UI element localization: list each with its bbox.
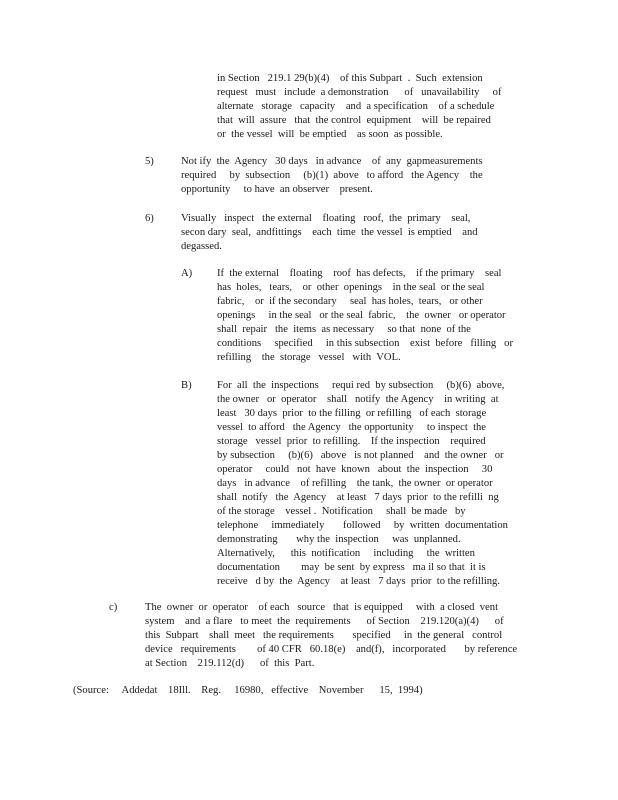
text-line: refilling the storage vessel with VOL. bbox=[217, 352, 401, 363]
source-note: (Source: Addedat 18Ill. Reg. 16980, effective November 15, 1994) bbox=[73, 685, 423, 696]
item-5-label: 5) bbox=[145, 156, 154, 167]
text-line: demonstrating why the inspection was unplanned. bbox=[217, 534, 461, 545]
text-line: Visually inspect the external floating roof, the primary seal, bbox=[181, 213, 471, 224]
text-line: telephone immediately followed by written documentation bbox=[217, 520, 508, 531]
text-line: The owner or operator of each source that is equipped with a closed vent bbox=[145, 602, 499, 613]
text-line: Alternatively, this notification including the written bbox=[217, 548, 475, 559]
text-line: shall repair the items as necessary so that none of the bbox=[217, 324, 471, 335]
text-line: openings in the seal or the seal fabric, the owner or operator bbox=[217, 310, 506, 321]
text-line: has holes, tears, or other openings in the seal or the seal bbox=[217, 282, 485, 293]
text-line: that will assure that the control equipment will be repaired bbox=[217, 115, 491, 126]
text-line: system and a flare to meet the requirements of Section 219.120(a)(4) of bbox=[145, 616, 504, 627]
text-line: documentation may be sent by express ma il so that it is bbox=[217, 562, 486, 573]
text-line: this Subpart shall meet the requirements specified in the general control bbox=[145, 630, 503, 641]
text-line: alternate storage capacity and a specification of a schedule bbox=[217, 101, 495, 112]
text-line: receive d by the Agency at least 7 days prior to the refilling. bbox=[217, 576, 501, 587]
text-line: If the external floating roof has defects, if the primary seal bbox=[217, 268, 502, 279]
text-line: the owner or operator shall notify the Agency in writing at bbox=[217, 394, 499, 405]
item-c-text bbox=[145, 601, 517, 671]
item-5-text bbox=[181, 155, 483, 197]
text-line: conditions specified in this subsection exist before filling or bbox=[217, 338, 513, 349]
text-line: opportunity to have an observer present. bbox=[181, 184, 373, 195]
text-line: device requirements of 40 CFR 60.18(e) and(f), incorporated by reference bbox=[145, 644, 518, 655]
text-line: at Section 219.112(d) of this Part. bbox=[145, 658, 315, 669]
text-line: required by subsection (b)(1) above to afford the Agency the bbox=[181, 170, 483, 181]
text-line: Not ify the Agency 30 days in advance of any gapmeasurements bbox=[181, 156, 483, 167]
item-b-label: B) bbox=[181, 380, 192, 391]
item-a-label: A) bbox=[181, 268, 193, 279]
continuation-paragraph bbox=[217, 72, 502, 142]
text-line: or the vessel will be emptied as soon as possible. bbox=[217, 129, 443, 140]
text-line: vessel to afford the Agency the opportunity to inspect the bbox=[217, 422, 487, 433]
text-line: by subsection (b)(6) above is not planned and the owner or bbox=[217, 450, 504, 461]
item-a-text bbox=[217, 267, 513, 365]
text-line: degassed. bbox=[181, 241, 222, 252]
text-line: storage vessel prior to refilling. If the inspection required bbox=[217, 436, 486, 447]
text-line: of the storage vessel . Notification shall be made by bbox=[217, 506, 466, 517]
text-line: fabric, or if the secondary seal has holes, tears, or other bbox=[217, 296, 483, 307]
text-line: request must include a demonstration of unavailability of bbox=[217, 87, 502, 98]
text-line: least 30 days prior to the filling or refilling of each storage bbox=[217, 408, 487, 419]
text-line: in Section 219.1 29(b)(4) of this Subpart . Such extension bbox=[217, 73, 483, 84]
item-6-text bbox=[181, 212, 478, 254]
item-6-label: 6) bbox=[145, 213, 154, 224]
item-b-text bbox=[217, 379, 508, 589]
text-line: For all the inspections requi red by subsection (b)(6) above, bbox=[217, 380, 505, 391]
item-c-label: c) bbox=[109, 602, 118, 613]
text-line: days in advance of refilling the tank, the owner or operator bbox=[217, 478, 493, 489]
text-line: secon dary seal, andfittings each time the vessel is emptied and bbox=[181, 227, 478, 238]
text-line: shall notify the Agency at least 7 days prior to the refilli ng bbox=[217, 492, 499, 503]
text-line: operator could not have known about the inspection 30 bbox=[217, 464, 493, 475]
